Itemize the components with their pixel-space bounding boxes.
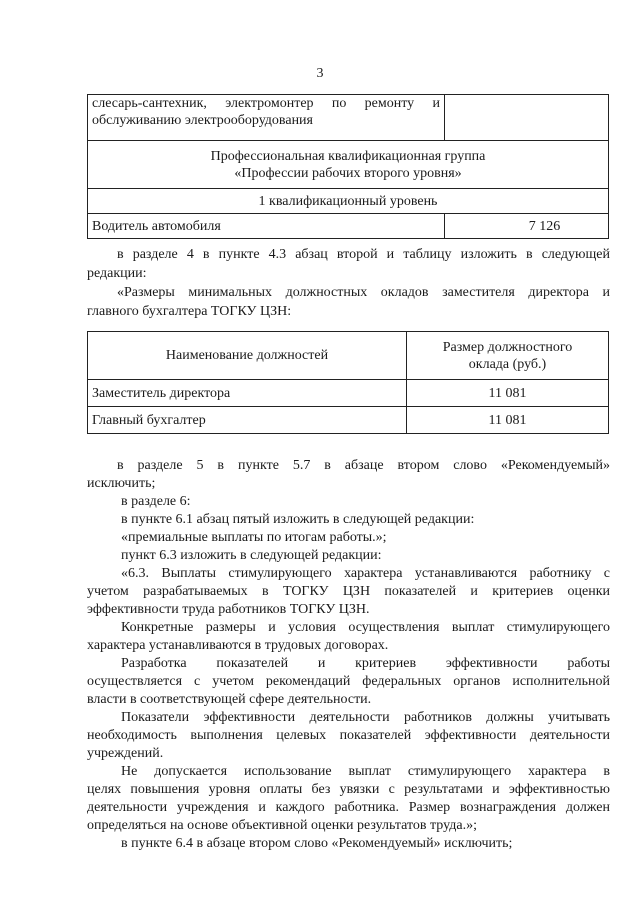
text-line: в разделе 4 в пункте 4.3 абзац второй и таблицу изложить в следующей <box>117 247 610 262</box>
text-line: «Размеры минимальных должностных окладов заместителя директора и <box>117 285 610 300</box>
text-line: учетом разрабатываемых в ТОГКУ ЦЗН показателей и критериев оценки <box>87 584 610 599</box>
column-header: Наименование должностей <box>88 332 407 380</box>
text-line: главного бухгалтера ТОГКУ ЦЗН: <box>87 304 292 319</box>
text-line: «6.3. Выплаты стимулирующего характера устанавливаются работнику с <box>121 566 610 581</box>
text-line: «премиальные выплаты по итогам работы.»; <box>121 530 387 545</box>
text-line: целях повышения уровня оплаты без увязки с результатами и эффективностью <box>87 782 610 797</box>
text-line: пункт 6.3 изложить в следующей редакции: <box>121 548 382 563</box>
text-line: Показатели эффективности деятельности работников должны учитывать <box>121 710 610 725</box>
qualification-level: 1 квалификационный уровень <box>88 189 609 214</box>
qualification-table <box>87 94 609 239</box>
text-line: в разделе 6: <box>121 494 191 509</box>
position-name: Водитель автомобиля <box>88 214 445 239</box>
position-name: Заместитель директора <box>88 380 407 407</box>
salary-value: 11 081 <box>407 407 609 434</box>
group-header <box>88 141 609 189</box>
text-line: определяться на основе объективной оценки результатов труда.»; <box>87 818 477 833</box>
text-line: необходимость выполнения целевых показателей эффективности деятельности <box>87 728 610 743</box>
text-line: власти в соответствующей сфере деятельности. <box>87 692 372 707</box>
salary-value: 7 126 <box>445 214 609 239</box>
text-line: в пункте 6.4 в абзаце втором слово «Рекомендуемый» исключить; <box>121 836 513 851</box>
table-cell <box>445 95 609 141</box>
group-title-line2: «Профессии рабочих второго уровня» <box>234 165 462 181</box>
text-line: деятельности учреждения и каждого работника. Размер вознаграждения должен <box>87 800 610 815</box>
text-line: Конкретные размеры и условия осуществления выплат стимулирующего <box>121 620 610 635</box>
text-line: редакции: <box>87 266 147 281</box>
text-line: в разделе 5 в пункте 5.7 в абзаце втором слово «Рекомендуемый» <box>117 458 610 473</box>
page-number: 3 <box>316 66 324 81</box>
salary-table <box>87 331 609 434</box>
text-line: характера устанавливаются в трудовых договорах. <box>87 638 389 653</box>
table-cell: слесарь-сантехник, электромонтер по ремонту и обслуживанию электрооборудования <box>88 95 445 141</box>
position-name: Главный бухгалтер <box>88 407 407 434</box>
text-line: в пункте 6.1 абзац пятый изложить в следующей редакции: <box>121 512 475 527</box>
text-line: исключить; <box>87 476 156 491</box>
column-header: Размер должностного оклада (руб.) <box>407 332 609 380</box>
salary-value: 11 081 <box>407 380 609 407</box>
text-line: Не допускается использование выплат стимулирующего характера в <box>121 764 610 779</box>
text-line: Разработка показателей и критериев эффективности работы <box>121 656 610 671</box>
group-title-line1: Профессиональная квалификационная группа <box>210 148 486 164</box>
text-line: эффективности труда работников ТОГКУ ЦЗН. <box>87 602 370 617</box>
text-line: осуществляется с учетом рекомендаций федеральных органов исполнительной <box>87 674 610 689</box>
text-line: учреждений. <box>87 746 164 761</box>
